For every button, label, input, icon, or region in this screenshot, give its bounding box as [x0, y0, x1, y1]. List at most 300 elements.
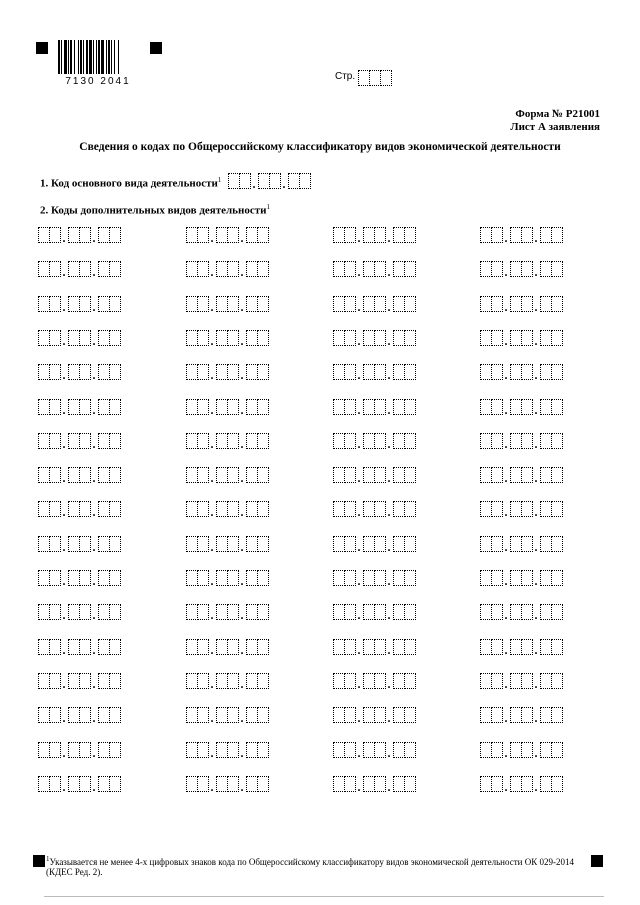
code-digit-cell[interactable] — [404, 296, 416, 312]
code-separator-dot: . — [92, 780, 96, 794]
code-separator-dot: . — [387, 265, 391, 279]
code-separator-dot: . — [210, 334, 214, 348]
code-separator-dot: . — [357, 540, 361, 554]
code-separator-dot: . — [210, 780, 214, 794]
additional-activity-code-field[interactable] — [186, 536, 268, 552]
code-separator-dot: . — [92, 368, 96, 382]
additional-activity-code-field[interactable] — [186, 227, 268, 243]
code-separator-dot: . — [210, 746, 214, 760]
code-separator-dot: . — [534, 437, 538, 451]
code-digit-cell[interactable] — [109, 296, 121, 312]
registration-mark-top-left — [36, 42, 48, 54]
code-digit-cell[interactable] — [404, 364, 416, 380]
additional-activity-code-field[interactable] — [480, 433, 562, 449]
additional-activity-code-field[interactable] — [38, 639, 120, 655]
code-separator-dot: . — [240, 608, 244, 622]
code-separator-dot: . — [357, 403, 361, 417]
barcode-bar — [108, 40, 110, 74]
additional-activity-code-field[interactable] — [38, 433, 120, 449]
code-digit-cell[interactable] — [551, 639, 563, 655]
code-digit-cell[interactable] — [257, 227, 269, 243]
code-digit-cell[interactable] — [404, 433, 416, 449]
code-digit-cell[interactable] — [109, 742, 121, 758]
code-separator-dot: . — [534, 711, 538, 725]
code-digit-cell[interactable] — [109, 261, 121, 277]
code-digit-cell[interactable] — [404, 776, 416, 792]
section-2-label: 2. Коды дополнительных видов деятельности$^1$ — [40, 203, 270, 217]
code-separator-dot: . — [387, 643, 391, 657]
additional-activity-code-field[interactable] — [480, 399, 562, 415]
code-separator-dot: . — [387, 540, 391, 554]
additional-activity-code-field[interactable] — [333, 261, 415, 277]
additional-activity-code-field[interactable] — [333, 639, 415, 655]
barcode-bar — [78, 40, 79, 74]
code-separator-dot: . — [387, 368, 391, 382]
code-separator-dot: . — [534, 403, 538, 417]
code-separator-dot: . — [92, 471, 96, 485]
barcode-bar — [93, 40, 94, 74]
code-separator-dot: . — [504, 643, 508, 657]
registration-mark-top-right — [150, 42, 162, 54]
code-separator-dot: . — [504, 300, 508, 314]
code-digit-cell[interactable] — [551, 330, 563, 346]
code-digit-cell[interactable] — [404, 261, 416, 277]
code-separator-dot: . — [504, 711, 508, 725]
barcode-bar — [70, 40, 72, 74]
code-separator-dot: . — [387, 746, 391, 760]
code-digit-cell[interactable] — [551, 604, 563, 620]
code-digit-cell[interactable] — [257, 433, 269, 449]
additional-activity-code-field[interactable] — [480, 330, 562, 346]
additional-activity-code-field[interactable] — [333, 227, 415, 243]
code-separator-dot: . — [504, 505, 508, 519]
code-separator-dot: . — [357, 300, 361, 314]
page-label: Стр. — [335, 71, 356, 82]
code-digit-cell[interactable] — [109, 433, 121, 449]
code-separator-dot: . — [534, 231, 538, 245]
code-separator-dot: . — [210, 265, 214, 279]
code-digit-cell[interactable] — [109, 570, 121, 586]
code-digit-cell[interactable] — [551, 742, 563, 758]
code-separator-dot: . — [92, 540, 96, 554]
code-digit-cell[interactable] — [551, 261, 563, 277]
code-separator-dot: . — [92, 334, 96, 348]
code-digit-cell[interactable] — [109, 330, 121, 346]
code-digit-cell[interactable] — [257, 673, 269, 689]
code-separator-dot: . — [387, 505, 391, 519]
code-digit-cell[interactable] — [404, 330, 416, 346]
code-digit-cell[interactable] — [404, 227, 416, 243]
additional-activity-code-field[interactable] — [480, 742, 562, 758]
code-separator-dot: . — [92, 403, 96, 417]
code-separator-dot: . — [62, 574, 66, 588]
code-digit-cell[interactable] — [551, 296, 563, 312]
code-separator-dot: . — [504, 746, 508, 760]
code-separator-dot: . — [92, 746, 96, 760]
code-digit-cell[interactable] — [404, 604, 416, 620]
code-separator-dot: . — [240, 231, 244, 245]
code-separator-dot: . — [504, 471, 508, 485]
additional-activity-code-field[interactable] — [480, 707, 562, 723]
code-separator-dot: . — [62, 265, 66, 279]
code-separator-dot: . — [92, 643, 96, 657]
code-separator-dot: . — [504, 334, 508, 348]
code-separator-dot: . — [92, 574, 96, 588]
code-separator-dot: . — [210, 505, 214, 519]
code-separator-dot: . — [387, 677, 391, 691]
additional-activity-code-field[interactable] — [333, 399, 415, 415]
main-activity-code-field[interactable] — [228, 173, 310, 189]
additional-activity-code-field[interactable] — [38, 227, 120, 243]
additional-activity-code-field[interactable] — [186, 364, 268, 380]
code-digit-cell[interactable] — [109, 639, 121, 655]
code-separator-dot: . — [62, 540, 66, 554]
code-separator-dot: . — [240, 574, 244, 588]
code-separator-dot: . — [92, 437, 96, 451]
additional-activity-code-field[interactable] — [186, 639, 268, 655]
additional-activity-code-field[interactable] — [38, 296, 120, 312]
code-separator-dot: . — [357, 437, 361, 451]
code-separator-dot: . — [534, 300, 538, 314]
barcode-bar — [74, 40, 75, 74]
footnote: $^1$Указывается не менее 4-х цифровых знаков кода по Общероссийскому классификатору видов экономической деятельности ОК 029-2014 (КДЕС Ред. 2). — [46, 855, 574, 877]
barcode-bar — [106, 40, 107, 74]
code-separator-dot: . — [62, 780, 66, 794]
barcode-bar — [68, 40, 69, 74]
barcode-number: 7130 2041 — [65, 76, 131, 87]
additional-activity-code-field[interactable] — [186, 776, 268, 792]
code-digit-cell[interactable] — [404, 467, 416, 483]
barcode-bar — [61, 40, 62, 74]
code-digit-cell[interactable] — [257, 776, 269, 792]
barcode-bar — [83, 40, 84, 74]
code-separator-dot: . — [534, 780, 538, 794]
code-separator-dot: . — [357, 265, 361, 279]
code-separator-dot: . — [210, 368, 214, 382]
barcode-bar — [101, 40, 104, 74]
code-separator-dot: . — [62, 437, 66, 451]
additional-activity-code-field[interactable] — [38, 742, 120, 758]
code-digit-cell[interactable] — [551, 227, 563, 243]
additional-activity-code-field[interactable] — [333, 330, 415, 346]
code-separator-dot: . — [504, 265, 508, 279]
code-separator-dot: . — [62, 334, 66, 348]
additional-activity-code-field[interactable] — [480, 364, 562, 380]
barcode-bar — [111, 40, 112, 74]
code-separator-dot: . — [92, 677, 96, 691]
additional-activity-code-field[interactable] — [38, 399, 120, 415]
barcode-bar — [96, 40, 97, 74]
code-separator-dot: . — [240, 677, 244, 691]
code-separator-dot: . — [240, 711, 244, 725]
code-digit-cell[interactable] — [404, 570, 416, 586]
code-separator-dot: . — [92, 300, 96, 314]
barcode-bar — [58, 40, 60, 74]
additional-activity-code-field[interactable] — [186, 467, 268, 483]
code-separator-dot: . — [210, 231, 214, 245]
code-digit-cell[interactable] — [551, 467, 563, 483]
additional-activity-code-field[interactable] — [38, 776, 120, 792]
code-digit-cell[interactable] — [551, 776, 563, 792]
code-separator-dot: . — [240, 540, 244, 554]
additional-activity-code-field[interactable] — [480, 536, 562, 552]
additional-activity-code-field[interactable] — [38, 604, 120, 620]
code-digit-cell[interactable] — [109, 227, 121, 243]
code-separator-dot: . — [357, 368, 361, 382]
code-digit-cell[interactable] — [404, 673, 416, 689]
additional-activity-code-field[interactable] — [186, 570, 268, 586]
additional-activity-code-field[interactable] — [186, 604, 268, 620]
code-separator-dot: . — [62, 403, 66, 417]
code-digit-cell[interactable] — [551, 433, 563, 449]
code-separator-dot: . — [534, 746, 538, 760]
code-separator-dot: . — [62, 231, 66, 245]
code-separator-dot: . — [92, 265, 96, 279]
additional-activity-code-field[interactable] — [333, 776, 415, 792]
code-separator-dot: . — [357, 505, 361, 519]
code-digit-cell[interactable] — [551, 570, 563, 586]
code-separator-dot: . — [357, 471, 361, 485]
bottom-line — [44, 896, 604, 897]
barcode-image — [58, 40, 138, 74]
additional-activity-code-field[interactable] — [480, 673, 562, 689]
code-separator-dot: . — [504, 231, 508, 245]
code-digit-cell[interactable] — [257, 399, 269, 415]
code-separator-dot: . — [240, 368, 244, 382]
code-separator-dot: . — [92, 608, 96, 622]
additional-activity-code-field[interactable] — [480, 501, 562, 517]
additional-activity-code-field[interactable] — [333, 467, 415, 483]
additional-activity-code-field[interactable] — [480, 776, 562, 792]
code-digit-cell[interactable] — [109, 364, 121, 380]
code-separator-dot: . — [504, 608, 508, 622]
code-separator-dot: . — [387, 711, 391, 725]
additional-activity-code-field[interactable] — [333, 296, 415, 312]
additional-activity-code-field[interactable] — [333, 570, 415, 586]
code-digit-cell[interactable] — [257, 364, 269, 380]
additional-activity-code-field[interactable] — [333, 536, 415, 552]
additional-activity-code-field[interactable] — [38, 536, 120, 552]
code-digit-cell[interactable] — [257, 467, 269, 483]
additional-activity-code-field[interactable] — [186, 742, 268, 758]
additional-activity-code-field[interactable] — [480, 467, 562, 483]
code-separator-dot: . — [504, 368, 508, 382]
code-separator-dot: . — [240, 643, 244, 657]
additional-activity-code-field[interactable] — [38, 261, 120, 277]
code-separator-dot: . — [240, 780, 244, 794]
code-separator-dot: . — [387, 300, 391, 314]
code-separator-dot: . — [282, 177, 286, 191]
code-digit-cell[interactable] — [109, 673, 121, 689]
additional-activity-code-field[interactable] — [480, 570, 562, 586]
code-separator-dot: . — [62, 746, 66, 760]
code-digit-cell[interactable] — [551, 501, 563, 517]
code-separator-dot: . — [534, 574, 538, 588]
code-digit-cell[interactable] — [109, 604, 121, 620]
code-separator-dot: . — [210, 403, 214, 417]
code-separator-dot: . — [534, 471, 538, 485]
additional-activity-code-field[interactable] — [38, 501, 120, 517]
form-number: Форма № Р21001 — [515, 108, 600, 120]
code-digit-cell[interactable] — [257, 742, 269, 758]
barcode-bar — [114, 40, 115, 74]
code-separator-dot: . — [504, 403, 508, 417]
code-separator-dot: . — [357, 574, 361, 588]
additional-activity-code-field[interactable] — [38, 467, 120, 483]
additional-activity-code-field[interactable] — [333, 501, 415, 517]
page-number-field[interactable] — [358, 70, 391, 86]
code-separator-dot: . — [92, 711, 96, 725]
code-separator-dot: . — [357, 711, 361, 725]
code-separator-dot: . — [62, 300, 66, 314]
barcode-bar — [98, 40, 100, 74]
registration-mark-bottom-left — [33, 855, 45, 867]
code-separator-dot: . — [357, 643, 361, 657]
barcode-bar — [118, 40, 119, 74]
barcode-bar — [80, 40, 82, 74]
code-separator-dot: . — [210, 608, 214, 622]
code-separator-dot: . — [504, 677, 508, 691]
code-digit-cell[interactable] — [551, 399, 563, 415]
code-digit-cell[interactable] — [109, 501, 121, 517]
code-digit-cell[interactable] — [551, 707, 563, 723]
additional-activity-code-field[interactable] — [480, 227, 562, 243]
code-separator-dot: . — [62, 643, 66, 657]
additional-activity-code-field[interactable] — [333, 433, 415, 449]
code-separator-dot: . — [387, 608, 391, 622]
code-digit-cell[interactable] — [257, 536, 269, 552]
additional-activity-code-field[interactable] — [480, 296, 562, 312]
code-digit-cell[interactable] — [109, 536, 121, 552]
code-separator-dot: . — [504, 780, 508, 794]
code-digit-cell[interactable] — [257, 707, 269, 723]
code-digit-cell[interactable] — [299, 173, 311, 189]
code-separator-dot: . — [62, 711, 66, 725]
barcode-bar — [89, 40, 92, 74]
code-separator-dot: . — [210, 300, 214, 314]
code-separator-dot: . — [387, 334, 391, 348]
code-separator-dot: . — [534, 265, 538, 279]
code-digit-cell[interactable] — [257, 570, 269, 586]
barcode-bar — [86, 40, 88, 74]
code-digit-cell[interactable] — [109, 776, 121, 792]
code-digit-cell[interactable] — [109, 707, 121, 723]
code-separator-dot: . — [210, 574, 214, 588]
code-digit-cell[interactable] — [257, 330, 269, 346]
additional-activity-code-field[interactable] — [38, 364, 120, 380]
code-digit-cell[interactable] — [109, 399, 121, 415]
code-separator-dot: . — [62, 368, 66, 382]
additional-activity-code-field[interactable] — [186, 261, 268, 277]
code-digit-cell[interactable] — [551, 364, 563, 380]
additional-activity-code-field[interactable] — [186, 399, 268, 415]
code-separator-dot: . — [92, 505, 96, 519]
code-digit-cell[interactable] — [551, 536, 563, 552]
code-digit-cell[interactable] — [404, 742, 416, 758]
code-separator-dot: . — [357, 746, 361, 760]
code-separator-dot: . — [357, 780, 361, 794]
additional-activity-code-field[interactable] — [38, 707, 120, 723]
code-separator-dot: . — [534, 368, 538, 382]
code-digit-cell[interactable] — [551, 673, 563, 689]
additional-activity-code-field[interactable] — [333, 673, 415, 689]
code-separator-dot: . — [210, 540, 214, 554]
additional-activity-code-field[interactable] — [480, 639, 562, 655]
code-separator-dot: . — [62, 471, 66, 485]
code-separator-dot: . — [387, 403, 391, 417]
additional-activity-code-field[interactable] — [186, 433, 268, 449]
code-separator-dot: . — [534, 505, 538, 519]
code-separator-dot: . — [240, 746, 244, 760]
additional-activity-code-field[interactable] — [186, 673, 268, 689]
code-digit-cell[interactable] — [404, 501, 416, 517]
code-separator-dot: . — [534, 540, 538, 554]
code-separator-dot: . — [252, 177, 256, 191]
code-separator-dot: . — [62, 677, 66, 691]
code-separator-dot: . — [534, 334, 538, 348]
code-separator-dot: . — [504, 540, 508, 554]
code-separator-dot: . — [210, 437, 214, 451]
code-digit-cell[interactable] — [404, 639, 416, 655]
code-separator-dot: . — [387, 574, 391, 588]
additional-activity-code-field[interactable] — [480, 604, 562, 620]
additional-activity-code-field[interactable] — [186, 501, 268, 517]
additional-activity-code-field[interactable] — [480, 261, 562, 277]
additional-activity-code-field[interactable] — [38, 330, 120, 346]
code-separator-dot: . — [504, 574, 508, 588]
code-separator-dot: . — [240, 471, 244, 485]
barcode-bar — [64, 40, 67, 74]
additional-activity-code-field[interactable] — [186, 707, 268, 723]
code-separator-dot: . — [240, 403, 244, 417]
code-digit-cell[interactable] — [257, 604, 269, 620]
code-digit-cell[interactable] — [404, 536, 416, 552]
code-separator-dot: . — [357, 231, 361, 245]
code-digit-cell[interactable] — [257, 261, 269, 277]
code-separator-dot: . — [240, 300, 244, 314]
code-digit-cell[interactable] — [404, 707, 416, 723]
additional-activity-code-field[interactable] — [186, 330, 268, 346]
page-title: Сведения о кодах по Общероссийскому классификатору видов экономической деятельности — [79, 141, 561, 153]
additional-activity-code-field[interactable] — [333, 604, 415, 620]
code-separator-dot: . — [210, 711, 214, 725]
additional-activity-code-field[interactable] — [38, 673, 120, 689]
additional-activity-code-field[interactable] — [38, 570, 120, 586]
additional-activity-code-field[interactable] — [186, 296, 268, 312]
code-separator-dot: . — [240, 265, 244, 279]
code-separator-dot: . — [534, 608, 538, 622]
code-separator-dot: . — [240, 505, 244, 519]
code-digit-cell[interactable] — [257, 639, 269, 655]
additional-activity-code-field[interactable] — [333, 742, 415, 758]
code-digit-cell[interactable] — [404, 399, 416, 415]
section-1-label: 1. Код основного вида деятельности$^1$ — [40, 176, 222, 190]
additional-activity-code-field[interactable] — [333, 707, 415, 723]
code-separator-dot: . — [357, 677, 361, 691]
code-separator-dot: . — [210, 643, 214, 657]
additional-activity-code-field[interactable] — [333, 364, 415, 380]
registration-mark-bottom-right — [591, 855, 603, 867]
code-separator-dot: . — [240, 437, 244, 451]
code-separator-dot: . — [387, 231, 391, 245]
code-digit-cell[interactable] — [257, 501, 269, 517]
code-digit-cell[interactable] — [109, 467, 121, 483]
code-separator-dot: . — [240, 334, 244, 348]
code-separator-dot: . — [534, 677, 538, 691]
code-separator-dot: . — [92, 231, 96, 245]
code-separator-dot: . — [62, 505, 66, 519]
code-digit-cell[interactable] — [257, 296, 269, 312]
